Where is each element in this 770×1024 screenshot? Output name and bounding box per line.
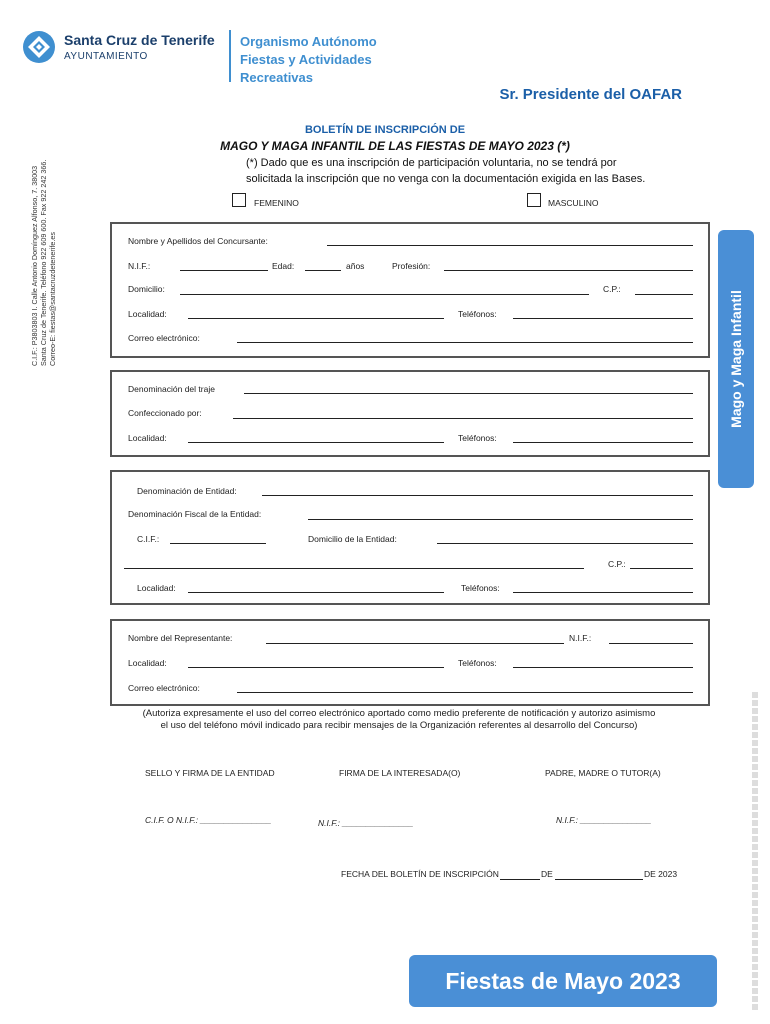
fiscal-name-label: Denominación Fiscal de la Entidad: bbox=[128, 509, 262, 519]
org-line-3: Recreativas bbox=[240, 70, 313, 85]
addressee: Sr. Presidente del OAFAR bbox=[499, 86, 682, 103]
side-tab bbox=[718, 230, 754, 488]
costume-field[interactable] bbox=[244, 393, 693, 394]
santa-cruz-logo-icon bbox=[22, 30, 56, 64]
costume-phones-label: Teléfonos: bbox=[458, 433, 497, 443]
locality-label: Localidad: bbox=[128, 309, 167, 319]
parent-nif-line[interactable]: N.I.F.: _______________ bbox=[556, 815, 652, 825]
costume-locality-label: Localidad: bbox=[128, 433, 167, 443]
cif-label: C.I.F.: bbox=[137, 534, 160, 544]
entity-cp-field[interactable] bbox=[630, 568, 693, 569]
entity-name-label: Denominación de Entidad: bbox=[137, 486, 237, 496]
rep-phones-label: Teléfonos: bbox=[458, 658, 497, 668]
entity-locality-label: Localidad: bbox=[137, 583, 176, 593]
contact-line-2: Santa Cruz de Tenerife. Teléfono 922 609 600. Fax 922 242 366. bbox=[39, 159, 48, 366]
rep-email-field[interactable] bbox=[237, 692, 693, 693]
entity-address-label: Domicilio de la Entidad: bbox=[308, 534, 397, 544]
logo-subtitle: AYUNTAMIENTO bbox=[64, 51, 148, 62]
entity-signature-label: SELLO Y FIRMA DE LA ENTIDAD bbox=[145, 768, 275, 778]
cif-nif-line[interactable]: C.I.F. O N.I.F.: _______________ bbox=[145, 815, 272, 825]
consent-text bbox=[114, 708, 684, 732]
consent-line-2: el uso del teléfono móvil indicado para recibir mensajes de la Organización referentes al desarrollo del Concurso) bbox=[160, 720, 638, 731]
address-field[interactable] bbox=[180, 294, 589, 295]
rep-locality-label: Localidad: bbox=[128, 658, 167, 668]
email-label: Correo electrónico: bbox=[128, 333, 200, 343]
consent-line-1: (Autoriza expresamente el uso del correo electrónico aportado como medio preferente de notificación y autorizo asimismo bbox=[142, 708, 656, 719]
entity-phones-field[interactable] bbox=[513, 592, 693, 593]
male-checkbox[interactable] bbox=[527, 193, 541, 207]
contestant-name-label: Nombre y Apellidos del Concursante: bbox=[128, 236, 268, 246]
rep-nif-field[interactable] bbox=[609, 643, 693, 644]
note-line-2: solicitada la inscripción que no venga con la documentación exigida en las Bases. bbox=[246, 173, 646, 185]
logo-title: Santa Cruz de Tenerife bbox=[64, 32, 215, 48]
entity-locality-field[interactable] bbox=[188, 592, 444, 593]
entity-cp-label: C.P.: bbox=[608, 559, 626, 569]
phones-label: Teléfonos: bbox=[458, 309, 497, 319]
date-de-1: DE bbox=[541, 869, 553, 879]
age-field[interactable] bbox=[305, 270, 341, 271]
date-de-2: DE 2023 bbox=[644, 869, 678, 879]
rep-email-label: Correo electrónico: bbox=[128, 683, 200, 693]
costume-phones-field[interactable] bbox=[513, 442, 693, 443]
parent-signature-label: PADRE, MADRE O TUTOR(A) bbox=[545, 768, 661, 778]
rep-name-label: Nombre del Representante: bbox=[128, 633, 233, 643]
nif-label: N.I.F.: bbox=[128, 261, 151, 271]
contact-line-3: Correo-E: fiestas@santacruzdetenerife.es bbox=[48, 232, 57, 366]
org-line-2: Fiestas y Actividades bbox=[240, 52, 372, 67]
nif-field[interactable] bbox=[180, 270, 268, 271]
email-field[interactable] bbox=[237, 342, 693, 343]
made-by-label: Confeccionado por: bbox=[128, 408, 202, 418]
entity-phones-label: Teléfonos: bbox=[461, 583, 500, 593]
contestant-name-field[interactable] bbox=[327, 245, 693, 246]
cp-field[interactable] bbox=[635, 294, 693, 295]
form-subtitle: MAGO Y MAGA INFANTIL DE LAS FIESTAS DE MAYO 2023 (*) bbox=[220, 139, 570, 153]
costume-locality-field[interactable] bbox=[188, 442, 444, 443]
female-label: FEMENINO bbox=[254, 198, 299, 208]
applicant-signature-label: FIRMA DE LA INTERESADA(O) bbox=[339, 768, 461, 778]
date-day-field[interactable] bbox=[500, 879, 540, 880]
made-by-field[interactable] bbox=[233, 418, 693, 419]
note-line-1: (*) Dado que es una inscripción de participación voluntaria, no se tendrá por bbox=[246, 157, 617, 169]
rep-locality-field[interactable] bbox=[188, 667, 444, 668]
entity-address-field[interactable] bbox=[437, 543, 693, 544]
years-label: años bbox=[346, 261, 365, 271]
entity-name-field[interactable] bbox=[262, 495, 693, 496]
profession-field[interactable] bbox=[444, 270, 693, 271]
applicant-nif-line[interactable]: N.I.F.: _______________ bbox=[318, 818, 414, 828]
print-reference-vertical bbox=[752, 690, 762, 1010]
footer-banner: Fiestas de Mayo 2023 bbox=[409, 955, 717, 1007]
contact-line-1: C.I.F.: P3803803 I. Calle Antonio Domínguez Alfonso, 7. 38003 bbox=[30, 165, 39, 366]
fiscal-name-field[interactable] bbox=[308, 519, 693, 520]
contact-info-vertical bbox=[30, 146, 57, 366]
rep-name-field[interactable] bbox=[266, 643, 564, 644]
male-label: MASCULINO bbox=[548, 198, 599, 208]
org-divider bbox=[229, 30, 231, 82]
cp-label: C.P.: bbox=[603, 284, 621, 294]
female-checkbox[interactable] bbox=[232, 193, 246, 207]
locality-field[interactable] bbox=[188, 318, 444, 319]
entity-address-field-2[interactable] bbox=[124, 568, 584, 569]
date-month-field[interactable] bbox=[555, 879, 643, 880]
profession-label: Profesión: bbox=[392, 261, 431, 271]
age-label: Edad: bbox=[272, 261, 295, 271]
rep-phones-field[interactable] bbox=[513, 667, 693, 668]
rep-nif-label: N.I.F.: bbox=[569, 633, 592, 643]
side-tab-label: Mago y Maga Infantil bbox=[728, 290, 744, 428]
costume-label: Denominación del traje bbox=[128, 384, 215, 394]
address-label: Domicilio: bbox=[128, 284, 165, 294]
form-title: BOLETÍN DE INSCRIPCIÓN DE bbox=[304, 124, 466, 136]
form-note bbox=[246, 155, 645, 187]
cif-field[interactable] bbox=[170, 543, 266, 544]
phones-field[interactable] bbox=[513, 318, 693, 319]
date-label: FECHA DEL BOLETÍN DE INSCRIPCIÓN bbox=[341, 869, 499, 879]
org-line-1: Organismo Autónomo bbox=[240, 34, 377, 49]
